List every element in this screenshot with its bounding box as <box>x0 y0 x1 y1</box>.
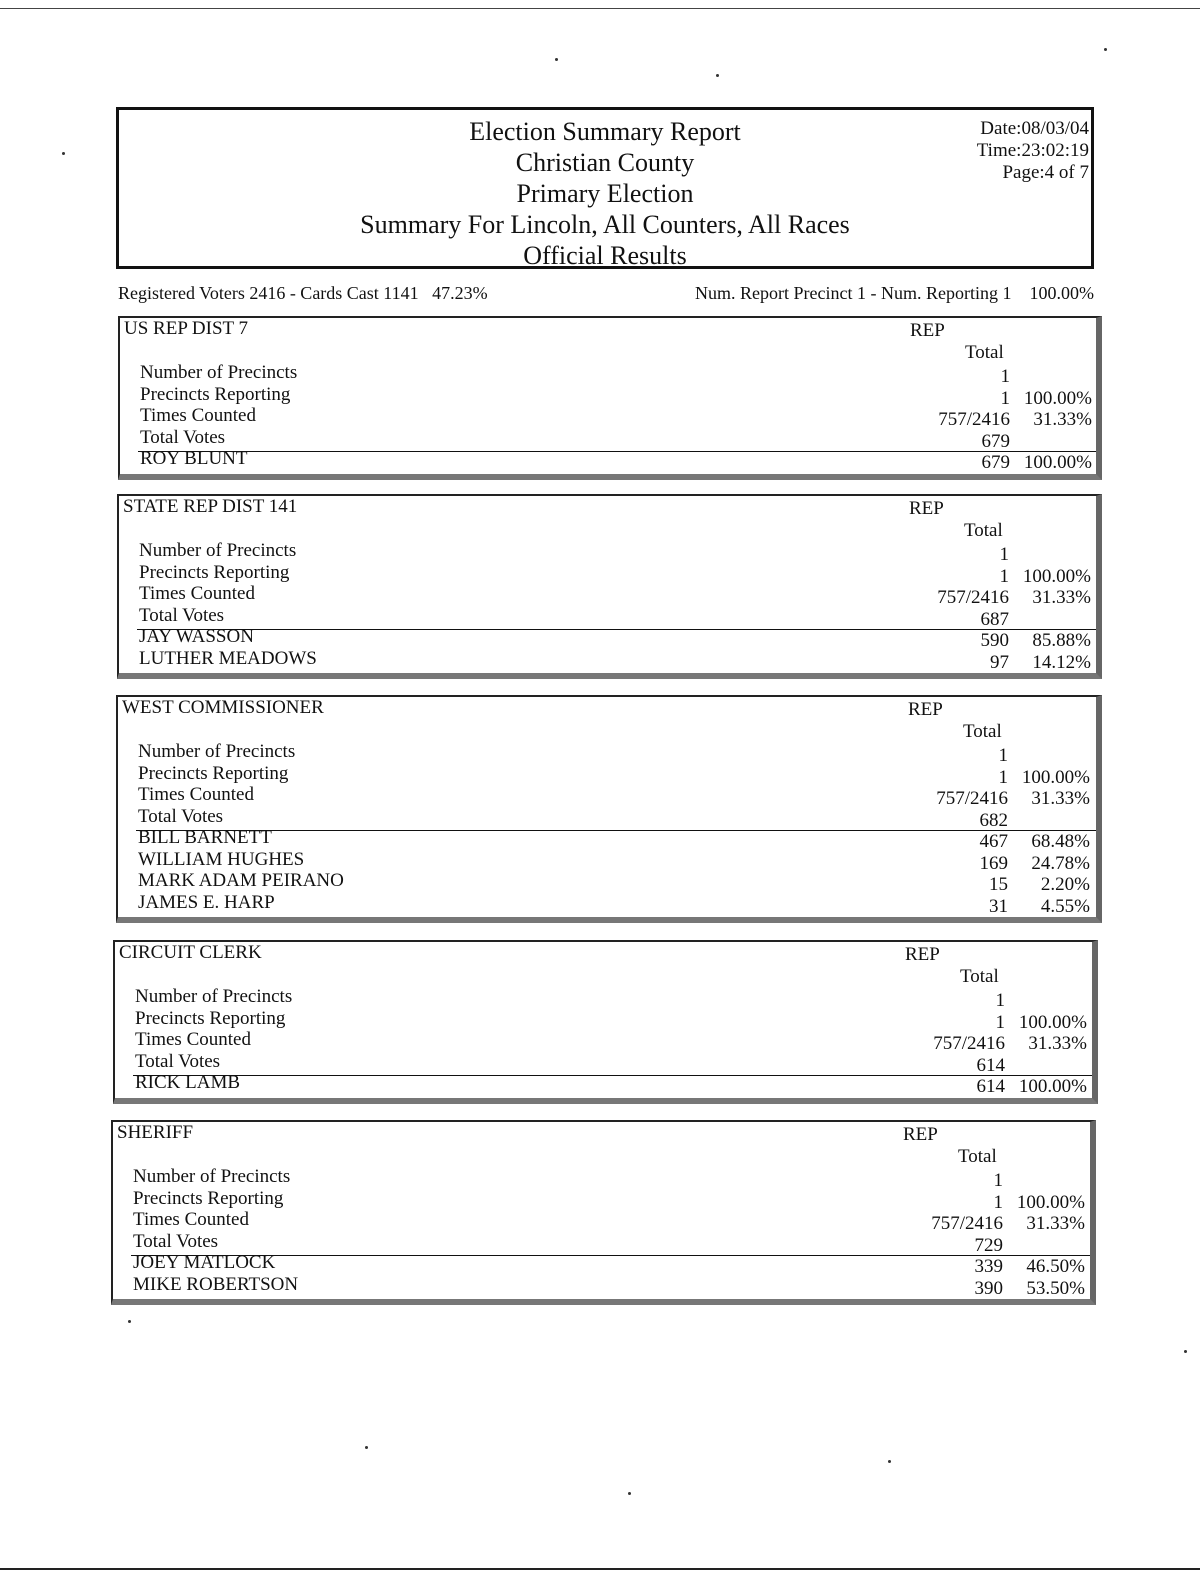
stat-value: 757/2416 <box>931 1213 1003 1234</box>
stat-value: 1 <box>1000 366 1010 387</box>
reporting-text: Num. Report Precinct 1 - Num. Reporting 1 <box>695 283 1012 303</box>
title-line-county: Christian County <box>515 148 695 177</box>
scan-speck <box>628 1492 631 1495</box>
stat-value: 729 <box>974 1234 1003 1256</box>
stat-value: 1 <box>993 1191 1003 1213</box>
party-label: REP <box>910 320 945 341</box>
candidate-name: JAMES E. HARP <box>138 891 275 913</box>
candidate-percent: 2.20% <box>1040 874 1090 895</box>
top-scan-edge <box>0 8 1200 9</box>
candidate-percent: 46.50% <box>1026 1256 1085 1277</box>
stat-label: Number of Precincts <box>133 1166 291 1187</box>
candidate-votes: 339 <box>974 1256 1003 1277</box>
stat-label: Total Votes <box>135 1050 221 1072</box>
scan-speck <box>1104 48 1107 51</box>
stat-value: 1 <box>998 745 1008 766</box>
stat-label: Times Counted <box>138 784 254 805</box>
candidate-votes: 97 <box>990 651 1009 673</box>
stat-label: Total Votes <box>138 805 224 827</box>
candidate-name: LUTHER MEADOWS <box>139 647 317 669</box>
race-title: US REP DIST 7 <box>124 318 249 339</box>
candidate-name: ROY BLUNT <box>140 448 248 469</box>
stat-label: Total Votes <box>139 604 225 626</box>
registered-pct: 47.23% <box>432 283 488 303</box>
stat-value: 614 <box>976 1054 1005 1076</box>
report-header <box>116 107 1094 269</box>
race-box <box>118 316 1102 480</box>
candidate-percent: 68.48% <box>1031 831 1090 852</box>
stat-value: 1 <box>993 1170 1003 1191</box>
candidate-votes: 390 <box>974 1277 1003 1299</box>
reporting-summary <box>695 283 1094 304</box>
stat-label: Precincts Reporting <box>139 561 290 583</box>
candidate-name: BILL BARNETT <box>138 827 272 848</box>
race-title: WEST COMMISSIONER <box>122 697 324 718</box>
stat-label: Total Votes <box>140 426 226 448</box>
party-label: REP <box>909 498 944 519</box>
reporting-pct: 100.00% <box>1029 283 1094 303</box>
candidate-votes: 590 <box>980 630 1009 651</box>
scan-speck <box>716 74 719 77</box>
stat-percent: 100.00% <box>1023 387 1092 409</box>
candidate-percent: 100.00% <box>1018 1076 1087 1097</box>
stat-label: Precincts Reporting <box>135 1007 286 1029</box>
stat-label: Times Counted <box>133 1209 249 1230</box>
candidate-votes: 679 <box>981 452 1010 473</box>
candidate-name: JAY WASSON <box>139 626 254 647</box>
party-label: REP <box>905 944 940 965</box>
registered-voters <box>118 283 488 304</box>
race-box <box>113 940 1098 1104</box>
candidate-votes: 15 <box>989 874 1008 895</box>
stat-label: Precincts Reporting <box>133 1187 284 1209</box>
candidate-percent: 24.78% <box>1031 852 1090 874</box>
stat-percent: 100.00% <box>1018 1011 1087 1033</box>
stat-value: 682 <box>979 809 1008 831</box>
stat-value: 757/2416 <box>937 587 1009 608</box>
stat-percent: 100.00% <box>1021 766 1090 788</box>
scan-speck <box>128 1320 131 1323</box>
report-meta <box>977 118 1089 184</box>
candidate-votes: 31 <box>989 895 1008 917</box>
candidate-percent: 4.55% <box>1040 895 1090 917</box>
total-column-header: Total <box>965 342 1004 363</box>
title-line-summary: Summary For Lincoln, All Counters, All Races <box>360 210 850 239</box>
stat-label: Times Counted <box>139 583 255 604</box>
report-page: Page:4 of 7 <box>1002 162 1089 183</box>
candidate-name: MARK ADAM PEIRANO <box>138 870 344 891</box>
total-column-header: Total <box>963 721 1002 742</box>
stat-label: Number of Precincts <box>139 540 297 561</box>
party-label: REP <box>903 1124 938 1145</box>
stat-label: Times Counted <box>140 405 256 426</box>
registered-text: Registered Voters 2416 - Cards Cast 1141 <box>118 283 419 303</box>
stat-label: Times Counted <box>135 1029 251 1050</box>
bottom-scan-edge <box>0 1568 1200 1570</box>
stat-value: 1 <box>995 990 1005 1011</box>
stat-label: Number of Precincts <box>140 362 298 383</box>
race-box <box>111 1120 1096 1305</box>
stat-value: 1 <box>998 766 1008 788</box>
stat-value: 1 <box>995 1011 1005 1033</box>
candidate-name: WILLIAM HUGHES <box>138 848 305 870</box>
party-label: REP <box>908 699 943 720</box>
stat-label: Total Votes <box>133 1230 219 1252</box>
stat-value: 1 <box>999 565 1009 587</box>
candidate-name: JOEY MATLOCK <box>133 1252 276 1273</box>
race-box <box>116 695 1102 923</box>
total-column-header: Total <box>960 966 999 987</box>
candidate-votes: 467 <box>979 831 1008 852</box>
total-column-header: Total <box>958 1146 997 1167</box>
candidate-name: MIKE ROBERTSON <box>133 1273 299 1295</box>
stat-label: Precincts Reporting <box>140 383 291 405</box>
candidate-percent: 85.88% <box>1032 630 1091 651</box>
title-line-official: Official Results <box>523 241 687 270</box>
stat-value: 1 <box>1000 387 1010 409</box>
title-line-election: Primary Election <box>516 179 694 208</box>
stat-percent: 31.33% <box>1032 587 1091 608</box>
report-time: Time:23:02:19 <box>976 140 1089 161</box>
scan-speck <box>888 1460 891 1463</box>
candidate-votes: 614 <box>976 1076 1005 1097</box>
candidate-votes: 169 <box>979 852 1008 874</box>
race-box <box>117 494 1102 679</box>
stat-value: 757/2416 <box>936 788 1008 809</box>
scan-speck <box>555 58 558 61</box>
stat-value: 1 <box>999 544 1009 565</box>
stat-percent: 31.33% <box>1028 1033 1087 1054</box>
race-title: CIRCUIT CLERK <box>119 942 262 963</box>
title-line-report: Election Summary Report <box>469 117 741 146</box>
candidate-percent: 14.12% <box>1032 651 1091 673</box>
report-title <box>119 116 1091 271</box>
stat-value: 687 <box>980 608 1009 630</box>
stat-value: 757/2416 <box>933 1033 1005 1054</box>
scan-speck <box>62 152 65 155</box>
stat-value: 757/2416 <box>938 409 1010 430</box>
stat-percent: 100.00% <box>1016 1191 1085 1213</box>
stat-label: Number of Precincts <box>138 741 296 762</box>
stat-percent: 31.33% <box>1026 1213 1085 1234</box>
stat-label: Number of Precincts <box>135 986 293 1007</box>
stat-value: 679 <box>981 430 1010 452</box>
scan-speck <box>365 1446 368 1449</box>
stat-percent: 31.33% <box>1033 409 1092 430</box>
candidate-percent: 53.50% <box>1026 1277 1085 1299</box>
stat-percent: 31.33% <box>1031 788 1090 809</box>
candidate-percent: 100.00% <box>1023 452 1092 473</box>
stat-percent: 100.00% <box>1022 565 1091 587</box>
scan-speck <box>1184 1350 1187 1353</box>
candidate-name: RICK LAMB <box>135 1072 241 1093</box>
stat-label: Precincts Reporting <box>138 762 289 784</box>
race-title: SHERIFF <box>117 1122 194 1143</box>
total-column-header: Total <box>964 520 1003 541</box>
race-title: STATE REP DIST 141 <box>123 496 298 517</box>
report-date: Date:08/03/04 <box>980 118 1089 139</box>
